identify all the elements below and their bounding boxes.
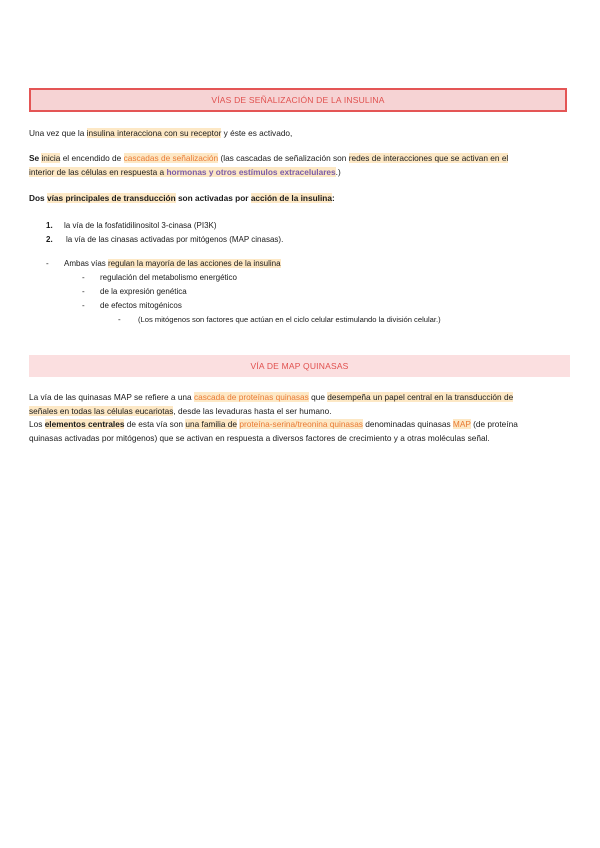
highlight: insulina interacciona con su receptor	[86, 128, 222, 138]
sub-bullet: de efectos mitogénicos	[100, 301, 182, 310]
text: denominadas quinasas	[362, 419, 453, 429]
highlight: redes de interacciones que se activan en el	[348, 153, 509, 163]
paragraph-cascades	[29, 152, 570, 179]
list-item-text	[64, 220, 217, 232]
list-item-text	[66, 234, 283, 246]
text: el encendido de	[60, 153, 124, 163]
paragraph-intro	[29, 127, 292, 141]
section-title: VÍA DE MAP QUINASAS	[250, 361, 349, 371]
text: (de proteína	[470, 419, 518, 429]
paragraph-pathways	[29, 192, 335, 206]
highlight-orange: cascadas de señalización	[123, 153, 219, 163]
text: y éste es activado,	[221, 128, 293, 138]
highlight-orange: proteína-serina/treonina quinasas	[239, 419, 363, 429]
sub-bullet-dash: -	[82, 301, 85, 310]
text: (las cascadas de señalización son	[218, 153, 349, 163]
text: Ambas vías	[64, 259, 109, 268]
text: son activadas por	[175, 193, 251, 203]
sub-bullet: de la expresión genética	[100, 287, 187, 296]
text: Se	[29, 153, 42, 163]
text: Los	[29, 419, 45, 429]
bullet-main	[64, 258, 281, 270]
text: , desde las levaduras hasta el ser humano.	[173, 405, 332, 416]
highlight-orange: MAP	[452, 419, 471, 429]
highlight: interior de las células en respuesta a	[29, 166, 167, 177]
sub-bullet: regulación del metabolismo energético	[100, 273, 237, 282]
list-text: la vía de las cinasas activadas por mitógenos (MAP cinasas).	[66, 235, 284, 244]
list-item	[46, 234, 53, 246]
list-number: 2.	[46, 235, 53, 244]
subsub-bullet-dash: -	[118, 315, 121, 324]
text: La vía de las quinasas MAP se refiere a una	[29, 392, 194, 402]
highlight: elementos centrales	[44, 419, 125, 429]
highlight-purple: hormonas y otros estímulos extracelulares	[166, 166, 336, 177]
text: .)	[335, 166, 341, 177]
section-title-box-map	[29, 355, 570, 377]
highlight: regulan la mayoría de las acciones de la insulina	[108, 259, 281, 268]
highlight: acción de la insulina	[250, 193, 332, 203]
highlight-orange: cascada de proteínas quinasas	[193, 392, 309, 402]
sub-bullet-dash: -	[82, 287, 85, 296]
list-number: 1.	[46, 221, 53, 230]
bullet-dash: -	[46, 259, 49, 268]
highlight: desempeña un papel central en la transducción de	[327, 392, 514, 402]
subsub-bullet: (Los mitógenos son factores que actúan en el ciclo celular estimulando la división celular.)	[138, 315, 441, 324]
highlight: inicia	[41, 153, 61, 163]
text: Dos	[29, 193, 47, 203]
text: quinasas activadas por mitógenos) que se activan en respuesta a diversos factores de crecimiento y a otras moléculas señal.	[29, 432, 490, 443]
text: de esta vía son	[124, 419, 186, 429]
text: :	[331, 193, 335, 203]
text: que	[308, 392, 328, 402]
list-item	[46, 220, 53, 232]
paragraph-map	[29, 391, 570, 445]
section-title: VÍAS DE SEÑALIZACIÓN DE LA INSULINA	[211, 95, 385, 105]
highlight: vías principales de transducción	[46, 193, 176, 203]
highlight: una familia de	[185, 419, 238, 429]
highlight: señales en todas las células eucariotas	[29, 405, 174, 416]
list-text: la vía de la fosfatidilinositol 3-cinasa (PI3K)	[64, 221, 217, 230]
section-title-box-insulin	[29, 88, 567, 112]
text: Una vez que la	[29, 128, 87, 138]
sub-bullet-dash: -	[82, 273, 85, 282]
